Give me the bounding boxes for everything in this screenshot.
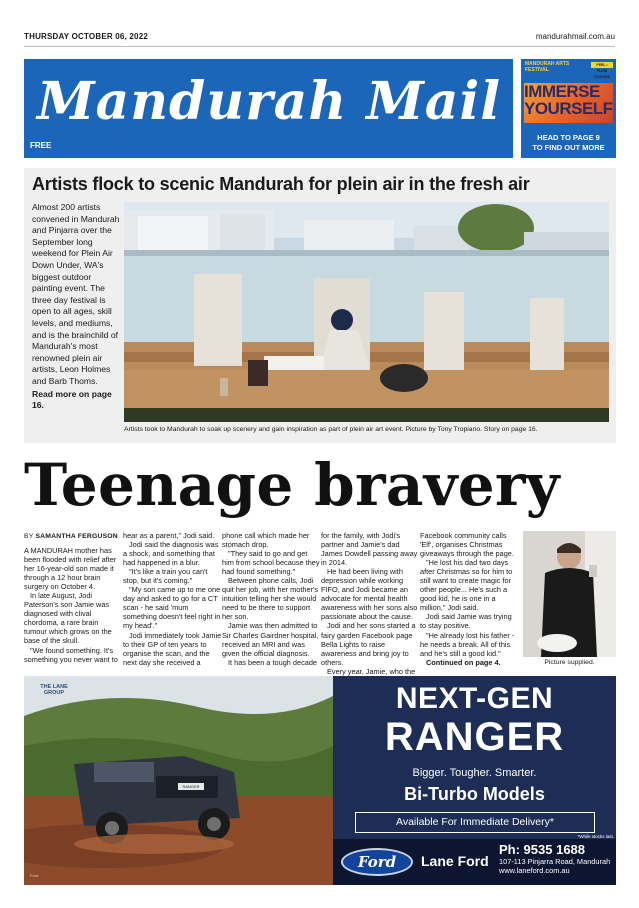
top-strip <box>24 30 615 46</box>
paragraph: A MANDURAH mother has been flooded with relief after her 16-year-old son made it through a 12 hour brain surgery on October 4. <box>24 546 117 592</box>
story-column-2 <box>123 531 222 667</box>
paragraph: Jodi said the diagnosis was a shock, and something that had happened in a blur. <box>123 540 219 568</box>
promo-cta-line1: HEAD TO PAGE 9 <box>537 133 600 142</box>
dealer-address: 107-113 Pinjarra Road, Mandurah <box>499 857 611 866</box>
feature-blurb <box>32 202 123 412</box>
advert-engine: Bi-Turbo Models <box>404 784 545 804</box>
paragraph: "It's like a train you can't stop, but it's coming." <box>123 567 208 586</box>
photo-watermark: Ford <box>30 873 39 878</box>
paragraph: Jodi said Jamie was trying to stay positive. <box>420 612 512 631</box>
advert-footnote: *While stocks last. <box>577 834 614 839</box>
advert-panel <box>333 676 616 885</box>
lane-group-logo: THE LANE GROUP <box>40 684 68 696</box>
feature-caption: Artists took to Mandurah to soak up scenery and gain inspiration as part of plein air art event. Picture by Tony Tropiano. Story on page 16. <box>124 426 538 433</box>
promo-headline: IMMERSE YOURSELF <box>524 82 613 118</box>
website-link[interactable]: mandurahmail.com.au <box>535 32 615 41</box>
issue-date: THURSDAY OCTOBER 06, 2022 <box>24 32 149 41</box>
masthead <box>24 59 513 158</box>
dealer-phone[interactable]: Ph: 9535 1688 <box>499 842 586 857</box>
feature-headline[interactable]: Artists flock to scenic Mandurah for plein air in the fresh air <box>32 174 530 194</box>
advert-photo-art <box>24 676 333 885</box>
festival-promo[interactable] <box>521 59 616 158</box>
promo-festival-name: MANDURAH ARTS FESTIVAL <box>525 61 570 73</box>
advert-tagline: Bigger. Tougher. Smarter. <box>412 767 537 779</box>
paragraph: Jamie was then admitted to Sir Charles Gairdner hospital, received an MRI and was given the official diagnosis. <box>222 621 319 658</box>
paragraph: "My son came up to me one day and asked to go for a CT scan - he said 'mum something doesn't feel right in my head'." <box>123 585 221 631</box>
paragraph: Jodi and her sons started a fairy garden Facebook page Bella Lights to raise awareness and bring joy to others. <box>321 621 416 667</box>
byline <box>24 533 118 540</box>
story-column-5 <box>420 531 519 667</box>
feature-photo-art <box>124 202 609 422</box>
story-column-4 <box>321 531 420 676</box>
feature-photo <box>124 202 609 422</box>
story-column-1 <box>24 546 123 664</box>
paragraph: Facebook community calls 'Elf', organises Christmas giveaways through the page. <box>420 531 514 559</box>
advert-photo <box>24 676 333 885</box>
paragraph: Every year, Jamie, who the <box>327 666 416 676</box>
paragraph: "They said to go and get him from school because they had found something." <box>222 549 320 577</box>
promo-badge: PEEL • PLEIN STUDIOS <box>591 62 613 68</box>
dealer-name: Lane Ford <box>421 853 489 869</box>
byline-prefix: BY <box>24 533 34 540</box>
story-photo-art <box>523 531 616 657</box>
feature-blurb-text: Almost 200 artists convened in Mandurah and Pinjarra over the September long weekend for Plein Air Down Under, WA's biggest outdoor painting event. The three day festival is open to all ages, skill levels, and mediums, and is the brainchild of Mandurah's most renowned plein air artists, Leon Holmes and Barb Thoms. <box>32 202 120 386</box>
paragraph: "He already lost his father - he needs a break. All of this and he's still a good kid." <box>420 630 515 658</box>
price-label: FREE <box>30 141 52 150</box>
ford-logo: Ford <box>341 848 413 876</box>
paragraph: hear as a parent," Jodi said. <box>123 531 215 540</box>
masthead-title: Mandurah Mail <box>37 71 501 132</box>
byline-author: SAMANTHA FERGUSON <box>35 533 118 540</box>
continued-link[interactable]: Continued on page 4. <box>426 657 501 667</box>
paragraph: "He lost his dad two days after Christmas so for him to still want to create magic for other people... He's such a good kid, he is one in a million," Jodi said. <box>420 558 513 613</box>
photo-caption: Picture supplied. <box>544 659 595 666</box>
promo-cta-line2: TO FIND OUT MORE <box>532 143 605 152</box>
feature-story <box>24 168 616 443</box>
paragraph: In late August, Jodi Paterson's son Jamie was diagnosed with clival chordoma, a rare brain tumour which grows on the base of the skull. <box>24 591 112 646</box>
main-headline[interactable]: Teenage bravery <box>24 451 560 519</box>
number-plate: RANGER <box>178 783 204 790</box>
paragraph: Between phone calls, Jodi quit her job, with her mother's intuition telling her she would need to be there to support her son. <box>222 576 319 622</box>
paragraph: phone call which made her stomach drop. <box>222 531 310 550</box>
paragraph: It has been a tough decade <box>228 657 318 667</box>
promo-cta <box>521 133 616 153</box>
paragraph: for the family, with Jodi's partner and Jamie's dad James Dowdell passing away in 2014. <box>321 531 418 568</box>
feature-read-more[interactable]: Read more on page 16. <box>32 388 112 411</box>
paragraph: "We found something. It's something you never want to <box>24 645 118 664</box>
advert-headline-2: RANGER <box>384 715 565 759</box>
story-photo <box>523 531 616 657</box>
advert-availability: Available For Immediate Delivery* <box>355 812 595 833</box>
ford-advert[interactable] <box>24 676 616 885</box>
paragraph: Jodi immediately took Jamie to their GP of ten years to organise the scan, and the next day she received a <box>123 630 222 667</box>
dealer-website[interactable]: www.laneford.com.au <box>499 866 570 875</box>
advert-headline-1: NEXT-GEN <box>395 682 554 715</box>
divider <box>24 46 615 47</box>
paragraph: He had been living with depression while working FIFO, and Jodi became an advocate for mental health awareness with her sons also passionate about the cause. <box>321 567 418 622</box>
story-column-3 <box>222 531 321 667</box>
